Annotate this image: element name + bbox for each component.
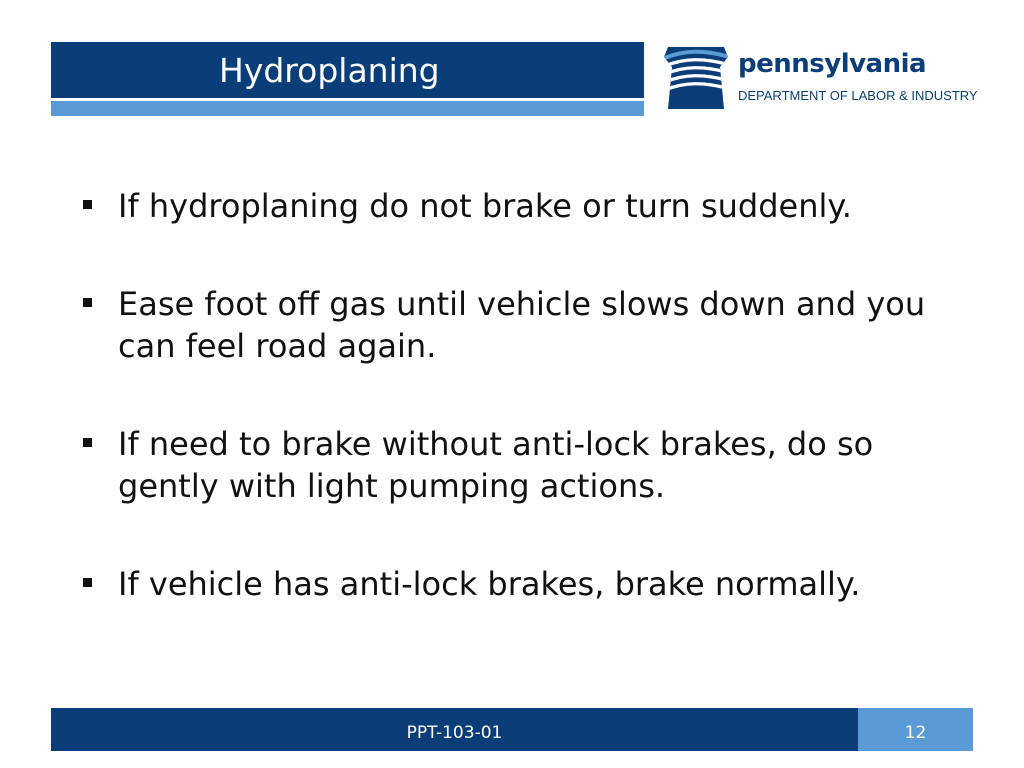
footer-bar: [51, 708, 973, 751]
square-bullet-icon: [83, 200, 92, 209]
bullet-item: [80, 563, 960, 605]
page-number: 12: [904, 723, 927, 743]
slide-title: Hydroplaning: [219, 51, 440, 90]
pennsylvania-logo: [664, 45, 984, 115]
bullet-text: If vehicle has anti-lock brakes, brake normally.: [118, 565, 861, 603]
bullet-item: [80, 185, 960, 227]
bullet-text: Ease foot off gas until vehicle slows down and you can feel road again.: [118, 285, 926, 365]
square-bullet-icon: [83, 438, 92, 447]
keystone-logo-icon: [664, 45, 728, 111]
page-number-box: [858, 708, 973, 751]
title-bar: [51, 42, 644, 98]
logo-name: pennsylvania: [738, 49, 927, 79]
bullet-text: If need to brake without anti-lock brakes, do so gently with light pumping actions.: [118, 425, 874, 505]
bullet-list: [80, 185, 960, 661]
logo-department: DEPARTMENT OF LABOR & INDUSTRY: [738, 88, 978, 103]
bullet-item: [80, 423, 960, 507]
title-underline: [51, 101, 644, 116]
footer-code: PPT-103-01: [406, 723, 503, 743]
square-bullet-icon: [83, 298, 92, 307]
bullet-text: If hydroplaning do not brake or turn suddenly.: [118, 187, 852, 225]
square-bullet-icon: [83, 578, 92, 587]
bullet-item: [80, 283, 960, 367]
